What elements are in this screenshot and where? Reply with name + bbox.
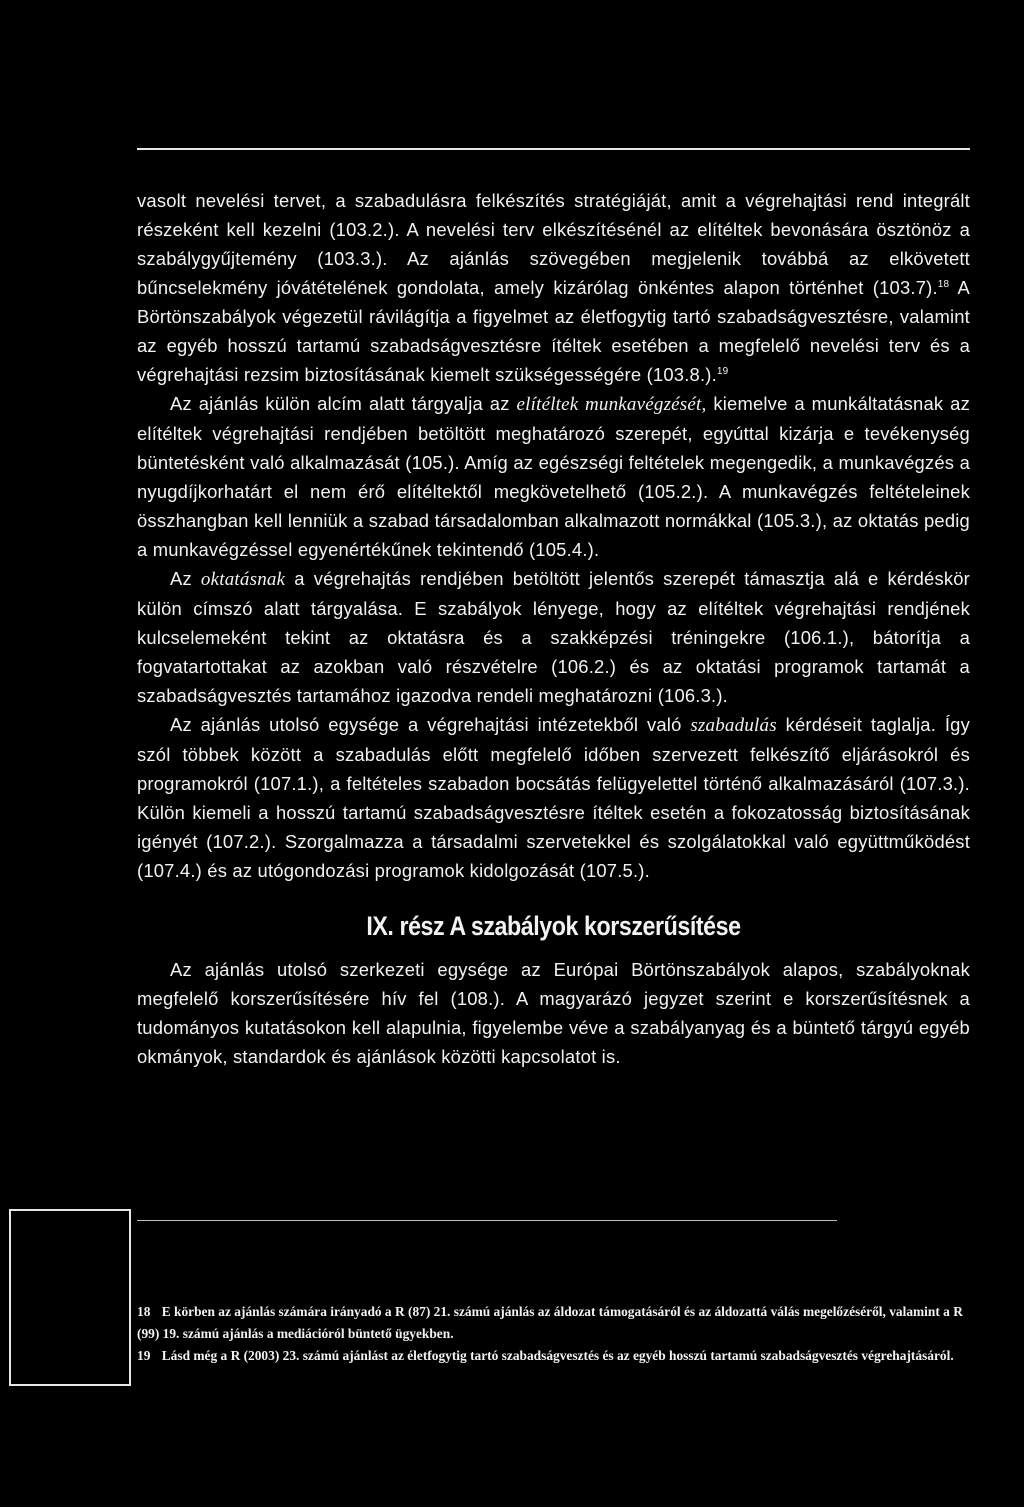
paragraph-4-emphasis: szabadulás: [690, 715, 777, 736]
footnote-ref-18: 18: [937, 278, 950, 290]
paragraph-3-emphasis: oktatásnak: [200, 569, 286, 590]
paragraph-2-text: Az ajánlás külön alcím alatt tárgyalja az: [170, 393, 517, 414]
footnote-18: [137, 1301, 977, 1345]
footnote-text: Lásd még a R (2003) 23. számú ajánlást az életfogytig tartó szabadságvesztés és az egyéb hosszú tartamú szabadságvesztés végrehajtásáról.: [161, 1348, 954, 1363]
paragraph-2: [137, 389, 970, 564]
paragraph-3-text: Az: [170, 568, 201, 589]
paragraph-4-text: Az ajánlás utolsó egysége a végrehajtási intézetekből való: [170, 714, 691, 735]
section-heading: IX. rész A szabályok korszerűsítése: [366, 911, 741, 941]
paragraph-4-text-cont: kérdéseit taglalja. Így szól többek között a szabadulás előtt megfelelő időben szervezett felkészítő eljárásokról és programokról (107.1.), a feltételes szabadon bocsátás felügyelettel történő alkalmazásáról (107.3.). Külön kiemeli a hosszú tartamú szabadságvesztésre ítéltek esetén a fokozatosság biztosításának igényét (107.2.). Szorgalmazza a társadalmi szervetekkel és szolgálatokkal való együttműködést (107.4.) és az utógondozási programok kidolgozását (107.5.).: [137, 714, 970, 881]
page-body: [137, 186, 970, 1071]
footnote-ref-19: 19: [716, 365, 729, 377]
footnote-19: [137, 1345, 977, 1367]
footnote-number: 18: [137, 1304, 151, 1319]
paragraph-5: Az ajánlás utolsó szerkezeti egysége az Európai Börtönszabályok alapos, szabályoknak megfelelő korszerűsítésére hív fel (108.). A magyarázó jegyzet szerint e korszerűsítésnek a tudományos kutatásokon kell alapulnia, figyelembe véve a szabályanyag és a büntető tárgyú egyéb okmányok, standardok és ajánlások közötti kapcsolatot is.: [137, 959, 970, 1067]
paragraph-1: [137, 186, 970, 389]
footnotes: [137, 1301, 977, 1367]
paragraph-1-text: vasolt nevelési tervet, a szabadulásra felkészítés stratégiáját, amit a végrehajtási rend integrált részeként kell kezelni (103.2.). A nevelési terv elkészítésénél az elítéltek bevonására ösztönöz a szabálygyűjtemény (103.3.). Az ajánlás szövegében megjelenik továbbá az elkövetett bűncselekmény jóvátételének gondolata, amely kizárólag önkéntes alapon történhet (103.7).: [137, 190, 970, 298]
footnote-rule: [137, 1220, 837, 1221]
top-rule: [137, 148, 970, 150]
footnote-number: 19: [137, 1348, 151, 1363]
paragraph-3-text-cont: a végrehajtás rendjében betöltött jelentős szerepét támasztja alá e kérdéskör külön címszó alatt tárgyalása. E szabályok lényege, hogy az elítéltek végrehajtási rendjének kulcselemeként tekint az oktatásra és a szakképzési tréningekre (106.1.), bátorítja a fogvatartottakat az azokban való részvételre (106.2.) és az oktatási programok tartamát a szabadságvesztés tartamához igazodva rendeli meghatározni (106.3.).: [137, 568, 971, 706]
footnote-text: E körben az ajánlás számára irányadó a R (87) 21. számú ajánlás az áldozat támogatásáról és az áldozattá válás megelőzéséről, valamint a R (99) 19. számú ajánlás a mediációról büntető ügyekben.: [137, 1304, 963, 1341]
paragraph-2-text-cont: kiemelve a munkáltatásnak az elítéltek végrehajtási rendjében betöltött meghatározó szerepét, egyúttal kizárja e tevékenység büntetésként való alkalmazását (105.). Amíg az egészségi feltételek megengedik, a munkavégzés a nyugdíjkorhatárt el nem érő elítéltektől megkövetelhető (105.2.). A munkavégzés feltételeinek összhangban kell lenniük a szabad társadalomban alkalmazott normákkal (105.3.), az oktatás pedig a munkavégzéssel egyenértékűnek tekintendő (105.4.).: [137, 393, 970, 560]
side-box: [9, 1209, 131, 1386]
paragraph-2-emphasis: elítéltek munkavégzését,: [516, 394, 707, 415]
paragraph-3: [137, 564, 970, 710]
paragraph-4: [137, 710, 970, 885]
paragraph-1-text-cont: A Börtönszabályok végezetül rávilágítja a figyelmet az életfogytig tartó szabadságvesztésre, valamint az egyéb hosszú tartamú szabadságvesztésre ítéltek esetében a megfelelő nevelési terv és a végrehajtási rezsim biztosításának kiemelt szükségességére (103.8.).: [137, 277, 970, 385]
